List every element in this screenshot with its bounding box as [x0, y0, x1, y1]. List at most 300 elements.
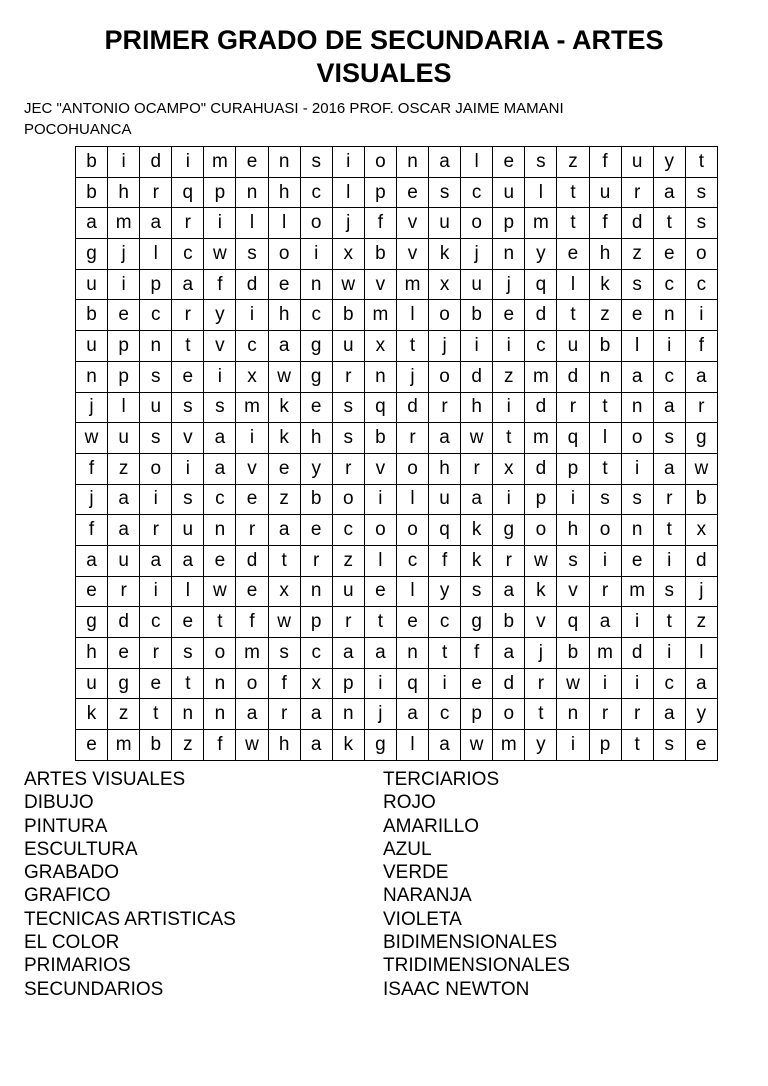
grid-cell[interactable]: f: [76, 453, 108, 484]
grid-cell[interactable]: f: [204, 730, 236, 761]
grid-cell[interactable]: s: [236, 239, 268, 270]
grid-cell[interactable]: e: [236, 576, 268, 607]
grid-cell[interactable]: k: [76, 699, 108, 730]
grid-cell[interactable]: s: [557, 545, 589, 576]
grid-cell[interactable]: z: [589, 300, 621, 331]
grid-cell[interactable]: v: [396, 239, 428, 270]
grid-cell[interactable]: s: [621, 484, 653, 515]
grid-cell[interactable]: c: [429, 699, 461, 730]
grid-cell[interactable]: s: [685, 208, 717, 239]
grid-cell[interactable]: c: [461, 177, 493, 208]
grid-cell[interactable]: n: [204, 699, 236, 730]
grid-cell[interactable]: k: [268, 423, 300, 454]
grid-cell[interactable]: u: [172, 515, 204, 546]
grid-cell[interactable]: c: [300, 638, 332, 669]
grid-cell[interactable]: d: [236, 269, 268, 300]
grid-cell[interactable]: r: [429, 392, 461, 423]
grid-cell[interactable]: h: [268, 177, 300, 208]
grid-cell[interactable]: f: [461, 638, 493, 669]
grid-cell[interactable]: i: [172, 147, 204, 178]
grid-cell[interactable]: m: [364, 300, 396, 331]
grid-cell[interactable]: t: [396, 331, 428, 362]
grid-cell[interactable]: r: [236, 515, 268, 546]
grid-cell[interactable]: c: [653, 269, 685, 300]
grid-cell[interactable]: e: [396, 177, 428, 208]
grid-cell[interactable]: y: [429, 576, 461, 607]
grid-cell[interactable]: o: [621, 423, 653, 454]
grid-cell[interactable]: m: [621, 576, 653, 607]
grid-cell[interactable]: a: [236, 699, 268, 730]
grid-cell[interactable]: u: [332, 331, 364, 362]
grid-cell[interactable]: p: [108, 331, 140, 362]
grid-cell[interactable]: n: [589, 361, 621, 392]
grid-cell[interactable]: q: [396, 668, 428, 699]
grid-cell[interactable]: a: [76, 545, 108, 576]
grid-cell[interactable]: t: [589, 392, 621, 423]
grid-cell[interactable]: f: [364, 208, 396, 239]
grid-cell[interactable]: v: [525, 607, 557, 638]
grid-cell[interactable]: s: [589, 484, 621, 515]
grid-cell[interactable]: o: [236, 668, 268, 699]
grid-cell[interactable]: a: [493, 638, 525, 669]
grid-cell[interactable]: e: [204, 545, 236, 576]
grid-cell[interactable]: l: [396, 730, 428, 761]
grid-cell[interactable]: i: [589, 668, 621, 699]
grid-cell[interactable]: j: [429, 331, 461, 362]
grid-cell[interactable]: e: [108, 300, 140, 331]
grid-cell[interactable]: o: [525, 515, 557, 546]
grid-cell[interactable]: n: [204, 515, 236, 546]
grid-cell[interactable]: r: [332, 453, 364, 484]
grid-cell[interactable]: s: [172, 484, 204, 515]
grid-cell[interactable]: z: [332, 545, 364, 576]
grid-cell[interactable]: n: [396, 147, 428, 178]
grid-cell[interactable]: a: [429, 423, 461, 454]
grid-cell[interactable]: c: [172, 239, 204, 270]
grid-cell[interactable]: m: [236, 638, 268, 669]
grid-cell[interactable]: i: [653, 638, 685, 669]
grid-cell[interactable]: c: [300, 300, 332, 331]
grid-cell[interactable]: a: [653, 392, 685, 423]
grid-cell[interactable]: t: [268, 545, 300, 576]
grid-cell[interactable]: i: [364, 484, 396, 515]
grid-cell[interactable]: k: [429, 239, 461, 270]
grid-cell[interactable]: s: [653, 423, 685, 454]
grid-cell[interactable]: x: [236, 361, 268, 392]
grid-cell[interactable]: a: [300, 699, 332, 730]
grid-cell[interactable]: u: [429, 208, 461, 239]
grid-cell[interactable]: s: [332, 423, 364, 454]
grid-cell[interactable]: z: [493, 361, 525, 392]
grid-cell[interactable]: n: [621, 392, 653, 423]
grid-cell[interactable]: o: [364, 147, 396, 178]
grid-cell[interactable]: l: [621, 331, 653, 362]
grid-cell[interactable]: e: [172, 361, 204, 392]
grid-cell[interactable]: s: [204, 392, 236, 423]
grid-cell[interactable]: o: [429, 300, 461, 331]
grid-cell[interactable]: x: [300, 668, 332, 699]
grid-cell[interactable]: z: [108, 699, 140, 730]
grid-cell[interactable]: o: [493, 699, 525, 730]
grid-cell[interactable]: m: [108, 730, 140, 761]
grid-cell[interactable]: n: [236, 177, 268, 208]
grid-cell[interactable]: t: [525, 699, 557, 730]
grid-cell[interactable]: p: [525, 484, 557, 515]
grid-cell[interactable]: u: [108, 423, 140, 454]
grid-cell[interactable]: i: [589, 545, 621, 576]
grid-cell[interactable]: r: [396, 423, 428, 454]
grid-cell[interactable]: p: [140, 269, 172, 300]
grid-cell[interactable]: y: [653, 147, 685, 178]
grid-cell[interactable]: v: [236, 453, 268, 484]
grid-cell[interactable]: t: [653, 515, 685, 546]
grid-cell[interactable]: j: [108, 239, 140, 270]
grid-cell[interactable]: w: [236, 730, 268, 761]
grid-cell[interactable]: w: [204, 576, 236, 607]
grid-cell[interactable]: r: [493, 545, 525, 576]
grid-cell[interactable]: r: [268, 699, 300, 730]
grid-cell[interactable]: l: [140, 239, 172, 270]
grid-cell[interactable]: b: [364, 423, 396, 454]
grid-cell[interactable]: e: [300, 392, 332, 423]
grid-cell[interactable]: s: [172, 392, 204, 423]
grid-cell[interactable]: d: [557, 361, 589, 392]
grid-cell[interactable]: i: [557, 484, 589, 515]
grid-cell[interactable]: v: [364, 453, 396, 484]
grid-cell[interactable]: l: [557, 269, 589, 300]
grid-cell[interactable]: d: [685, 545, 717, 576]
grid-cell[interactable]: h: [557, 515, 589, 546]
grid-cell[interactable]: z: [108, 453, 140, 484]
grid-cell[interactable]: g: [76, 239, 108, 270]
grid-cell[interactable]: k: [268, 392, 300, 423]
grid-cell[interactable]: x: [493, 453, 525, 484]
grid-cell[interactable]: o: [268, 239, 300, 270]
grid-cell[interactable]: e: [364, 576, 396, 607]
grid-cell[interactable]: h: [108, 177, 140, 208]
grid-cell[interactable]: o: [300, 208, 332, 239]
grid-cell[interactable]: d: [621, 638, 653, 669]
grid-cell[interactable]: f: [589, 208, 621, 239]
grid-cell[interactable]: a: [685, 668, 717, 699]
grid-cell[interactable]: w: [204, 239, 236, 270]
grid-cell[interactable]: q: [364, 392, 396, 423]
grid-cell[interactable]: j: [76, 484, 108, 515]
grid-cell[interactable]: r: [557, 392, 589, 423]
grid-cell[interactable]: n: [621, 515, 653, 546]
grid-cell[interactable]: l: [364, 545, 396, 576]
grid-cell[interactable]: c: [140, 300, 172, 331]
grid-cell[interactable]: s: [653, 576, 685, 607]
grid-cell[interactable]: h: [76, 638, 108, 669]
grid-cell[interactable]: m: [525, 423, 557, 454]
grid-cell[interactable]: i: [493, 392, 525, 423]
grid-cell[interactable]: r: [621, 699, 653, 730]
grid-cell[interactable]: i: [236, 300, 268, 331]
grid-cell[interactable]: l: [236, 208, 268, 239]
grid-cell[interactable]: c: [396, 545, 428, 576]
grid-cell[interactable]: c: [236, 331, 268, 362]
grid-cell[interactable]: q: [525, 269, 557, 300]
grid-cell[interactable]: a: [204, 453, 236, 484]
grid-cell[interactable]: s: [525, 147, 557, 178]
grid-cell[interactable]: o: [396, 515, 428, 546]
grid-cell[interactable]: y: [300, 453, 332, 484]
grid-cell[interactable]: h: [300, 423, 332, 454]
grid-cell[interactable]: n: [300, 269, 332, 300]
grid-cell[interactable]: u: [557, 331, 589, 362]
grid-cell[interactable]: t: [653, 208, 685, 239]
grid-cell[interactable]: a: [332, 638, 364, 669]
grid-cell[interactable]: s: [140, 361, 172, 392]
grid-cell[interactable]: v: [172, 423, 204, 454]
grid-cell[interactable]: e: [172, 607, 204, 638]
grid-cell[interactable]: a: [172, 269, 204, 300]
grid-cell[interactable]: c: [653, 668, 685, 699]
grid-cell[interactable]: j: [461, 239, 493, 270]
grid-cell[interactable]: x: [332, 239, 364, 270]
grid-cell[interactable]: d: [236, 545, 268, 576]
grid-cell[interactable]: i: [332, 147, 364, 178]
grid-cell[interactable]: e: [268, 453, 300, 484]
grid-cell[interactable]: g: [300, 361, 332, 392]
grid-cell[interactable]: m: [108, 208, 140, 239]
grid-cell[interactable]: r: [332, 361, 364, 392]
grid-cell[interactable]: a: [653, 699, 685, 730]
grid-cell[interactable]: l: [172, 576, 204, 607]
grid-cell[interactable]: r: [140, 177, 172, 208]
grid-cell[interactable]: c: [429, 607, 461, 638]
grid-cell[interactable]: i: [108, 147, 140, 178]
grid-cell[interactable]: i: [461, 331, 493, 362]
grid-cell[interactable]: a: [108, 515, 140, 546]
grid-cell[interactable]: a: [621, 361, 653, 392]
grid-cell[interactable]: e: [300, 515, 332, 546]
grid-cell[interactable]: p: [204, 177, 236, 208]
grid-cell[interactable]: a: [653, 453, 685, 484]
grid-cell[interactable]: g: [76, 607, 108, 638]
grid-cell[interactable]: l: [108, 392, 140, 423]
grid-cell[interactable]: j: [685, 576, 717, 607]
grid-cell[interactable]: t: [653, 607, 685, 638]
grid-cell[interactable]: r: [172, 300, 204, 331]
grid-cell[interactable]: u: [621, 147, 653, 178]
grid-cell[interactable]: p: [108, 361, 140, 392]
grid-cell[interactable]: b: [493, 607, 525, 638]
grid-cell[interactable]: r: [172, 208, 204, 239]
grid-cell[interactable]: t: [172, 668, 204, 699]
grid-cell[interactable]: m: [589, 638, 621, 669]
grid-cell[interactable]: a: [589, 607, 621, 638]
grid-cell[interactable]: t: [493, 423, 525, 454]
grid-cell[interactable]: g: [300, 331, 332, 362]
grid-cell[interactable]: c: [300, 177, 332, 208]
grid-cell[interactable]: i: [204, 208, 236, 239]
grid-cell[interactable]: i: [621, 453, 653, 484]
grid-cell[interactable]: e: [236, 147, 268, 178]
grid-cell[interactable]: w: [525, 545, 557, 576]
grid-cell[interactable]: o: [461, 208, 493, 239]
grid-cell[interactable]: w: [76, 423, 108, 454]
grid-cell[interactable]: a: [396, 699, 428, 730]
grid-cell[interactable]: b: [685, 484, 717, 515]
grid-cell[interactable]: g: [493, 515, 525, 546]
grid-cell[interactable]: d: [461, 361, 493, 392]
grid-cell[interactable]: r: [461, 453, 493, 484]
grid-cell[interactable]: r: [685, 392, 717, 423]
grid-cell[interactable]: a: [268, 331, 300, 362]
grid-cell[interactable]: h: [429, 453, 461, 484]
grid-cell[interactable]: n: [76, 361, 108, 392]
grid-cell[interactable]: u: [76, 331, 108, 362]
grid-cell[interactable]: h: [268, 300, 300, 331]
grid-cell[interactable]: p: [461, 699, 493, 730]
grid-cell[interactable]: r: [332, 607, 364, 638]
grid-cell[interactable]: h: [268, 730, 300, 761]
grid-cell[interactable]: r: [300, 545, 332, 576]
grid-cell[interactable]: e: [621, 300, 653, 331]
grid-cell[interactable]: f: [685, 331, 717, 362]
grid-cell[interactable]: d: [525, 392, 557, 423]
grid-cell[interactable]: j: [396, 361, 428, 392]
grid-cell[interactable]: c: [204, 484, 236, 515]
grid-cell[interactable]: p: [300, 607, 332, 638]
grid-cell[interactable]: y: [685, 699, 717, 730]
grid-cell[interactable]: g: [685, 423, 717, 454]
grid-cell[interactable]: t: [685, 147, 717, 178]
grid-cell[interactable]: g: [364, 730, 396, 761]
grid-cell[interactable]: n: [557, 699, 589, 730]
grid-cell[interactable]: o: [140, 453, 172, 484]
grid-cell[interactable]: n: [396, 638, 428, 669]
grid-cell[interactable]: l: [589, 423, 621, 454]
grid-cell[interactable]: x: [429, 269, 461, 300]
grid-cell[interactable]: c: [525, 331, 557, 362]
grid-cell[interactable]: b: [76, 177, 108, 208]
grid-cell[interactable]: z: [685, 607, 717, 638]
grid-cell[interactable]: n: [653, 300, 685, 331]
grid-cell[interactable]: b: [76, 300, 108, 331]
grid-cell[interactable]: u: [461, 269, 493, 300]
grid-cell[interactable]: s: [653, 730, 685, 761]
grid-cell[interactable]: b: [364, 239, 396, 270]
grid-cell[interactable]: u: [76, 668, 108, 699]
grid-cell[interactable]: m: [204, 147, 236, 178]
grid-cell[interactable]: m: [525, 208, 557, 239]
grid-cell[interactable]: a: [653, 177, 685, 208]
grid-cell[interactable]: l: [525, 177, 557, 208]
grid-cell[interactable]: b: [332, 300, 364, 331]
grid-cell[interactable]: w: [268, 607, 300, 638]
grid-cell[interactable]: d: [140, 147, 172, 178]
grid-cell[interactable]: m: [525, 361, 557, 392]
grid-cell[interactable]: g: [108, 668, 140, 699]
grid-cell[interactable]: f: [429, 545, 461, 576]
grid-cell[interactable]: s: [140, 423, 172, 454]
grid-cell[interactable]: q: [429, 515, 461, 546]
grid-cell[interactable]: w: [461, 423, 493, 454]
grid-cell[interactable]: r: [653, 484, 685, 515]
grid-cell[interactable]: e: [268, 269, 300, 300]
grid-cell[interactable]: i: [653, 545, 685, 576]
grid-cell[interactable]: k: [332, 730, 364, 761]
grid-cell[interactable]: e: [685, 730, 717, 761]
grid-cell[interactable]: o: [364, 515, 396, 546]
grid-cell[interactable]: e: [653, 239, 685, 270]
grid-cell[interactable]: i: [429, 668, 461, 699]
grid-cell[interactable]: z: [268, 484, 300, 515]
grid-cell[interactable]: n: [140, 331, 172, 362]
grid-cell[interactable]: y: [525, 239, 557, 270]
grid-cell[interactable]: a: [429, 147, 461, 178]
grid-cell[interactable]: a: [140, 208, 172, 239]
grid-cell[interactable]: t: [557, 208, 589, 239]
grid-cell[interactable]: z: [621, 239, 653, 270]
grid-cell[interactable]: c: [332, 515, 364, 546]
grid-cell[interactable]: u: [493, 177, 525, 208]
grid-cell[interactable]: q: [172, 177, 204, 208]
grid-cell[interactable]: i: [493, 484, 525, 515]
grid-cell[interactable]: k: [525, 576, 557, 607]
grid-cell[interactable]: e: [493, 300, 525, 331]
grid-cell[interactable]: r: [525, 668, 557, 699]
grid-cell[interactable]: t: [429, 638, 461, 669]
grid-cell[interactable]: u: [108, 545, 140, 576]
grid-cell[interactable]: a: [108, 484, 140, 515]
grid-cell[interactable]: o: [332, 484, 364, 515]
grid-cell[interactable]: y: [204, 300, 236, 331]
grid-cell[interactable]: n: [204, 668, 236, 699]
grid-cell[interactable]: i: [364, 668, 396, 699]
grid-cell[interactable]: x: [268, 576, 300, 607]
grid-cell[interactable]: t: [204, 607, 236, 638]
grid-cell[interactable]: e: [461, 668, 493, 699]
grid-cell[interactable]: a: [429, 730, 461, 761]
grid-cell[interactable]: s: [429, 177, 461, 208]
grid-cell[interactable]: m: [493, 730, 525, 761]
grid-cell[interactable]: i: [236, 423, 268, 454]
grid-cell[interactable]: h: [461, 392, 493, 423]
grid-cell[interactable]: v: [364, 269, 396, 300]
grid-cell[interactable]: d: [108, 607, 140, 638]
grid-cell[interactable]: n: [364, 361, 396, 392]
grid-cell[interactable]: q: [557, 607, 589, 638]
grid-cell[interactable]: e: [236, 484, 268, 515]
grid-cell[interactable]: h: [589, 239, 621, 270]
grid-cell[interactable]: c: [685, 269, 717, 300]
grid-cell[interactable]: e: [140, 668, 172, 699]
grid-cell[interactable]: i: [108, 269, 140, 300]
grid-cell[interactable]: s: [300, 147, 332, 178]
grid-cell[interactable]: t: [140, 699, 172, 730]
grid-cell[interactable]: d: [525, 453, 557, 484]
grid-cell[interactable]: r: [621, 177, 653, 208]
grid-cell[interactable]: e: [621, 545, 653, 576]
grid-cell[interactable]: e: [76, 576, 108, 607]
grid-cell[interactable]: a: [140, 545, 172, 576]
grid-cell[interactable]: l: [268, 208, 300, 239]
grid-cell[interactable]: i: [621, 607, 653, 638]
grid-cell[interactable]: b: [140, 730, 172, 761]
grid-cell[interactable]: r: [140, 638, 172, 669]
grid-cell[interactable]: i: [140, 484, 172, 515]
grid-cell[interactable]: j: [332, 208, 364, 239]
grid-cell[interactable]: y: [525, 730, 557, 761]
grid-cell[interactable]: a: [364, 638, 396, 669]
grid-cell[interactable]: t: [557, 177, 589, 208]
grid-cell[interactable]: p: [332, 668, 364, 699]
grid-cell[interactable]: u: [429, 484, 461, 515]
